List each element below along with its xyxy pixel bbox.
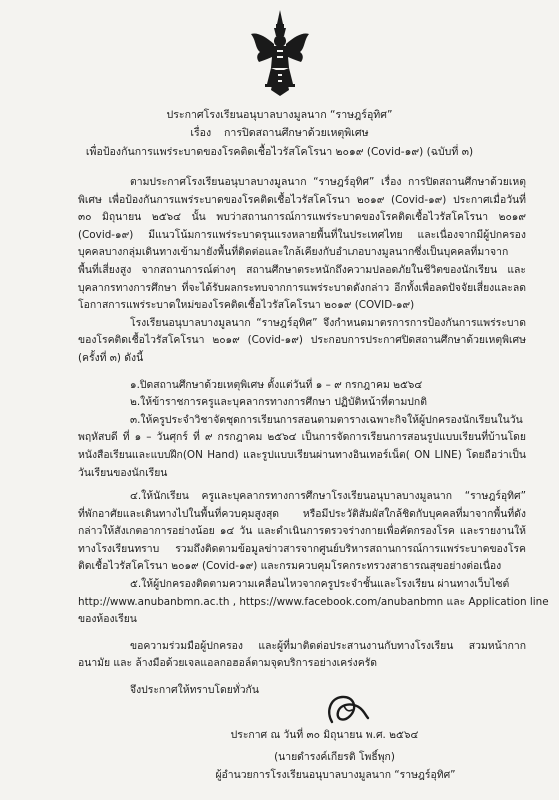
- measure-item-5: [78, 576, 526, 594]
- signer-name: (นายดำรงค์เกียรติ โพธิ์พุก): [274, 751, 395, 763]
- measure-item-5-end: ของห้องเรียน: [78, 613, 137, 626]
- paragraph-cooperation: ขอความร่วมมือผู้ปกครอง และผู้ที่มาติดต่อประสานงานกับทางโรงเรียน สวมหน้ากากอนามัย และ ล้างมือด้วยเจลแอลกอฮอล์ตามจุดบริการอย่างเคร่งครัด: [78, 639, 526, 670]
- signer-title: ผู้อำนวยการโรงเรียนอนุบาลบางมูลนาก “ราษฎร์อุทิศ”: [215, 769, 456, 781]
- announcement-body: [78, 174, 549, 700]
- signature-icon: [322, 692, 370, 728]
- announcement-subject: [0, 125, 559, 143]
- paragraph-background: ตามประกาศโรงเรียนอนุบาลบางมูลนาก “ราษฎร์อุทิศ” เรื่อง การปิดสถานศึกษาด้วยเหตุพิเศษ เพื่อป้องกันการแพร่ระบาดของโรคติดเชื้อไวรัสโคโรนา ๒๐๑๙ (Covid-๑๙) ประกาศเมื่อวันที่ ๓๐ มิถุนายน ๒๕๖๔ นั้น พบว่าสถานการณ์การแพร่ระบาดของโรคติดเชื้อไวรัสโคโรนา ๒๐๑๙ (Covid-๑๙) มีแนวโน้มการแพร่ระบาดรุนแรงหลายพื้นที่ในประเทศไทย และเนื่องจากมีผู้ปกครอง บุคคลบางกลุ่มเดินทางเข้ามายังพื้นที่ติดต่อและใกล้เคียงกับอำเภอบางมูลนากซึ่งเป็นบุคคลที่มาจากพื้นที่เสี่ยงสูง จากสถานการณ์ต่างๆ สถานศึกษาตระหนักถึงความปลอดภัยในชีวิตของนักเรียน และบุคลากรทางการศึกษา ที่จะได้รับผลกระทบจากการแพร่ระบาดดังกล่าว อีกทั้งเพื่อลดปัจจัยเสี่ยงและลดโอกาสการแพร่ระบาดใหม่ของโรคติดเชื้อไวรัสโคโรนา ๒๐๑๙ (COVID-๑๙): [78, 176, 526, 312]
- announcement-title: ประกาศโรงเรียนอนุบาลบางมูลนาก “ราษฎร์อุทิศ”: [166, 109, 393, 121]
- measure-item-3: ๓.ให้ครูประจำวิชาจัดชุดการเรียนการสอนตามตารางเฉพาะกิจให้ผู้ปกครองนักเรียนในวันพฤหัสบดี ที่ ๑ – วันศุกร์ ที่ ๙ กรกฎาคม ๒๕๖๔ เป็นการจัดการเรียนการสอนรูปแบบเรียนที่บ้านโดยหนังสือเรียนและแบบฝึก(ON Hand) และรูปแบบเรียนผ่านทางอินเทอร์เน็ต( ON LINE) โดยถือว่าเป็นวันเรียนของนักเรียน: [78, 413, 526, 479]
- paragraph-measures-intro: โรงเรียนอนุบาลบางมูลนาก “ราษฎร์อุทิศ” จึงกำหนดมาตรการการป้องกันการแพร่ระบาดของโรคติดเชื้อไวรัสโคโรนา ๒๐๑๙ (Covid-๑๙) ประกอบการประกาศปิดสถานศึกษาด้วยเหตุพิเศษ (ครั้งที่ ๓) ดังนี้: [78, 316, 526, 364]
- announcement-subtitle: เพื่อป้องกันการแพร่ระบาดของโรคติดเชื้อไวรัสโคโรนา ๒๐๑๙ (Covid-๑๙) (ฉบับที่ ๓): [85, 146, 474, 158]
- garuda-emblem-icon: [251, 10, 309, 102]
- paragraph-closing: จึงประกาศให้ทราบโดยทั่วกัน: [130, 684, 259, 697]
- measure-item-4: ๔.ให้นักเรียน ครูและบุคลากรทางการศึกษาโรงเรียนอนุบาลบางมูลนาก “ราษฎร์อุทิศ” ที่พักอาศัยและเดินทางไปในพื้นที่ควบคุมสูงสุด หรือมีประวัติสัมผัสใกล้ชิดกับบุคคลที่มาจากพื้นที่ดังกล่าวให้สังเกตอาการอย่างน้อย ๑๔ วัน และดำเนินการตรวจร่างกายเพื่อคัดกรองโรค และรายงานให้ทางโรงเรียนทราบ รวมถึงติดตามข้อมูลข่าวสารจากศูนย์บริหารสถานการณ์การแพร่ระบาดของโรคติดเชื้อไวรัสโคโรนา ๒๐๑๙ (Covid-๑๙) และกรมควบคุมโรคกระทรวงสาธารณสุขอย่างต่อเนื่อง: [78, 490, 526, 573]
- announcement-date: ประกาศ ณ วันที่ ๓๐ มิถุนายน พ.ศ. ๒๕๖๔: [230, 729, 419, 741]
- subject-label: เรื่อง: [190, 127, 212, 139]
- measure-item-1: ๑.ปิดสถานศึกษาด้วยเหตุพิเศษ ตั้งแต่วันที่ ๑ – ๙ กรกฎาคม ๒๕๖๔: [130, 378, 423, 391]
- measure-item-2: ๒.ให้ข้าราชการครูและบุคลากรทางการศึกษา ปฏิบัติหน้าที่ตามปกติ: [130, 396, 427, 409]
- website-links[interactable]: http://www.anubanbmn.ac.th , https://www.facebook.com/anubanbmn และ Application line: [78, 595, 549, 608]
- measure-item-5-text: ๕.ให้ผู้ปกครองติดตามความเคลื่อนไหวจากครูประจำชั้นและโรงเรียน ผ่านทางเว็บไซต์: [130, 578, 510, 591]
- measure-item-5-links: [78, 594, 549, 612]
- subject-text: การปิดสถานศึกษาด้วยเหตุพิเศษ: [223, 127, 369, 139]
